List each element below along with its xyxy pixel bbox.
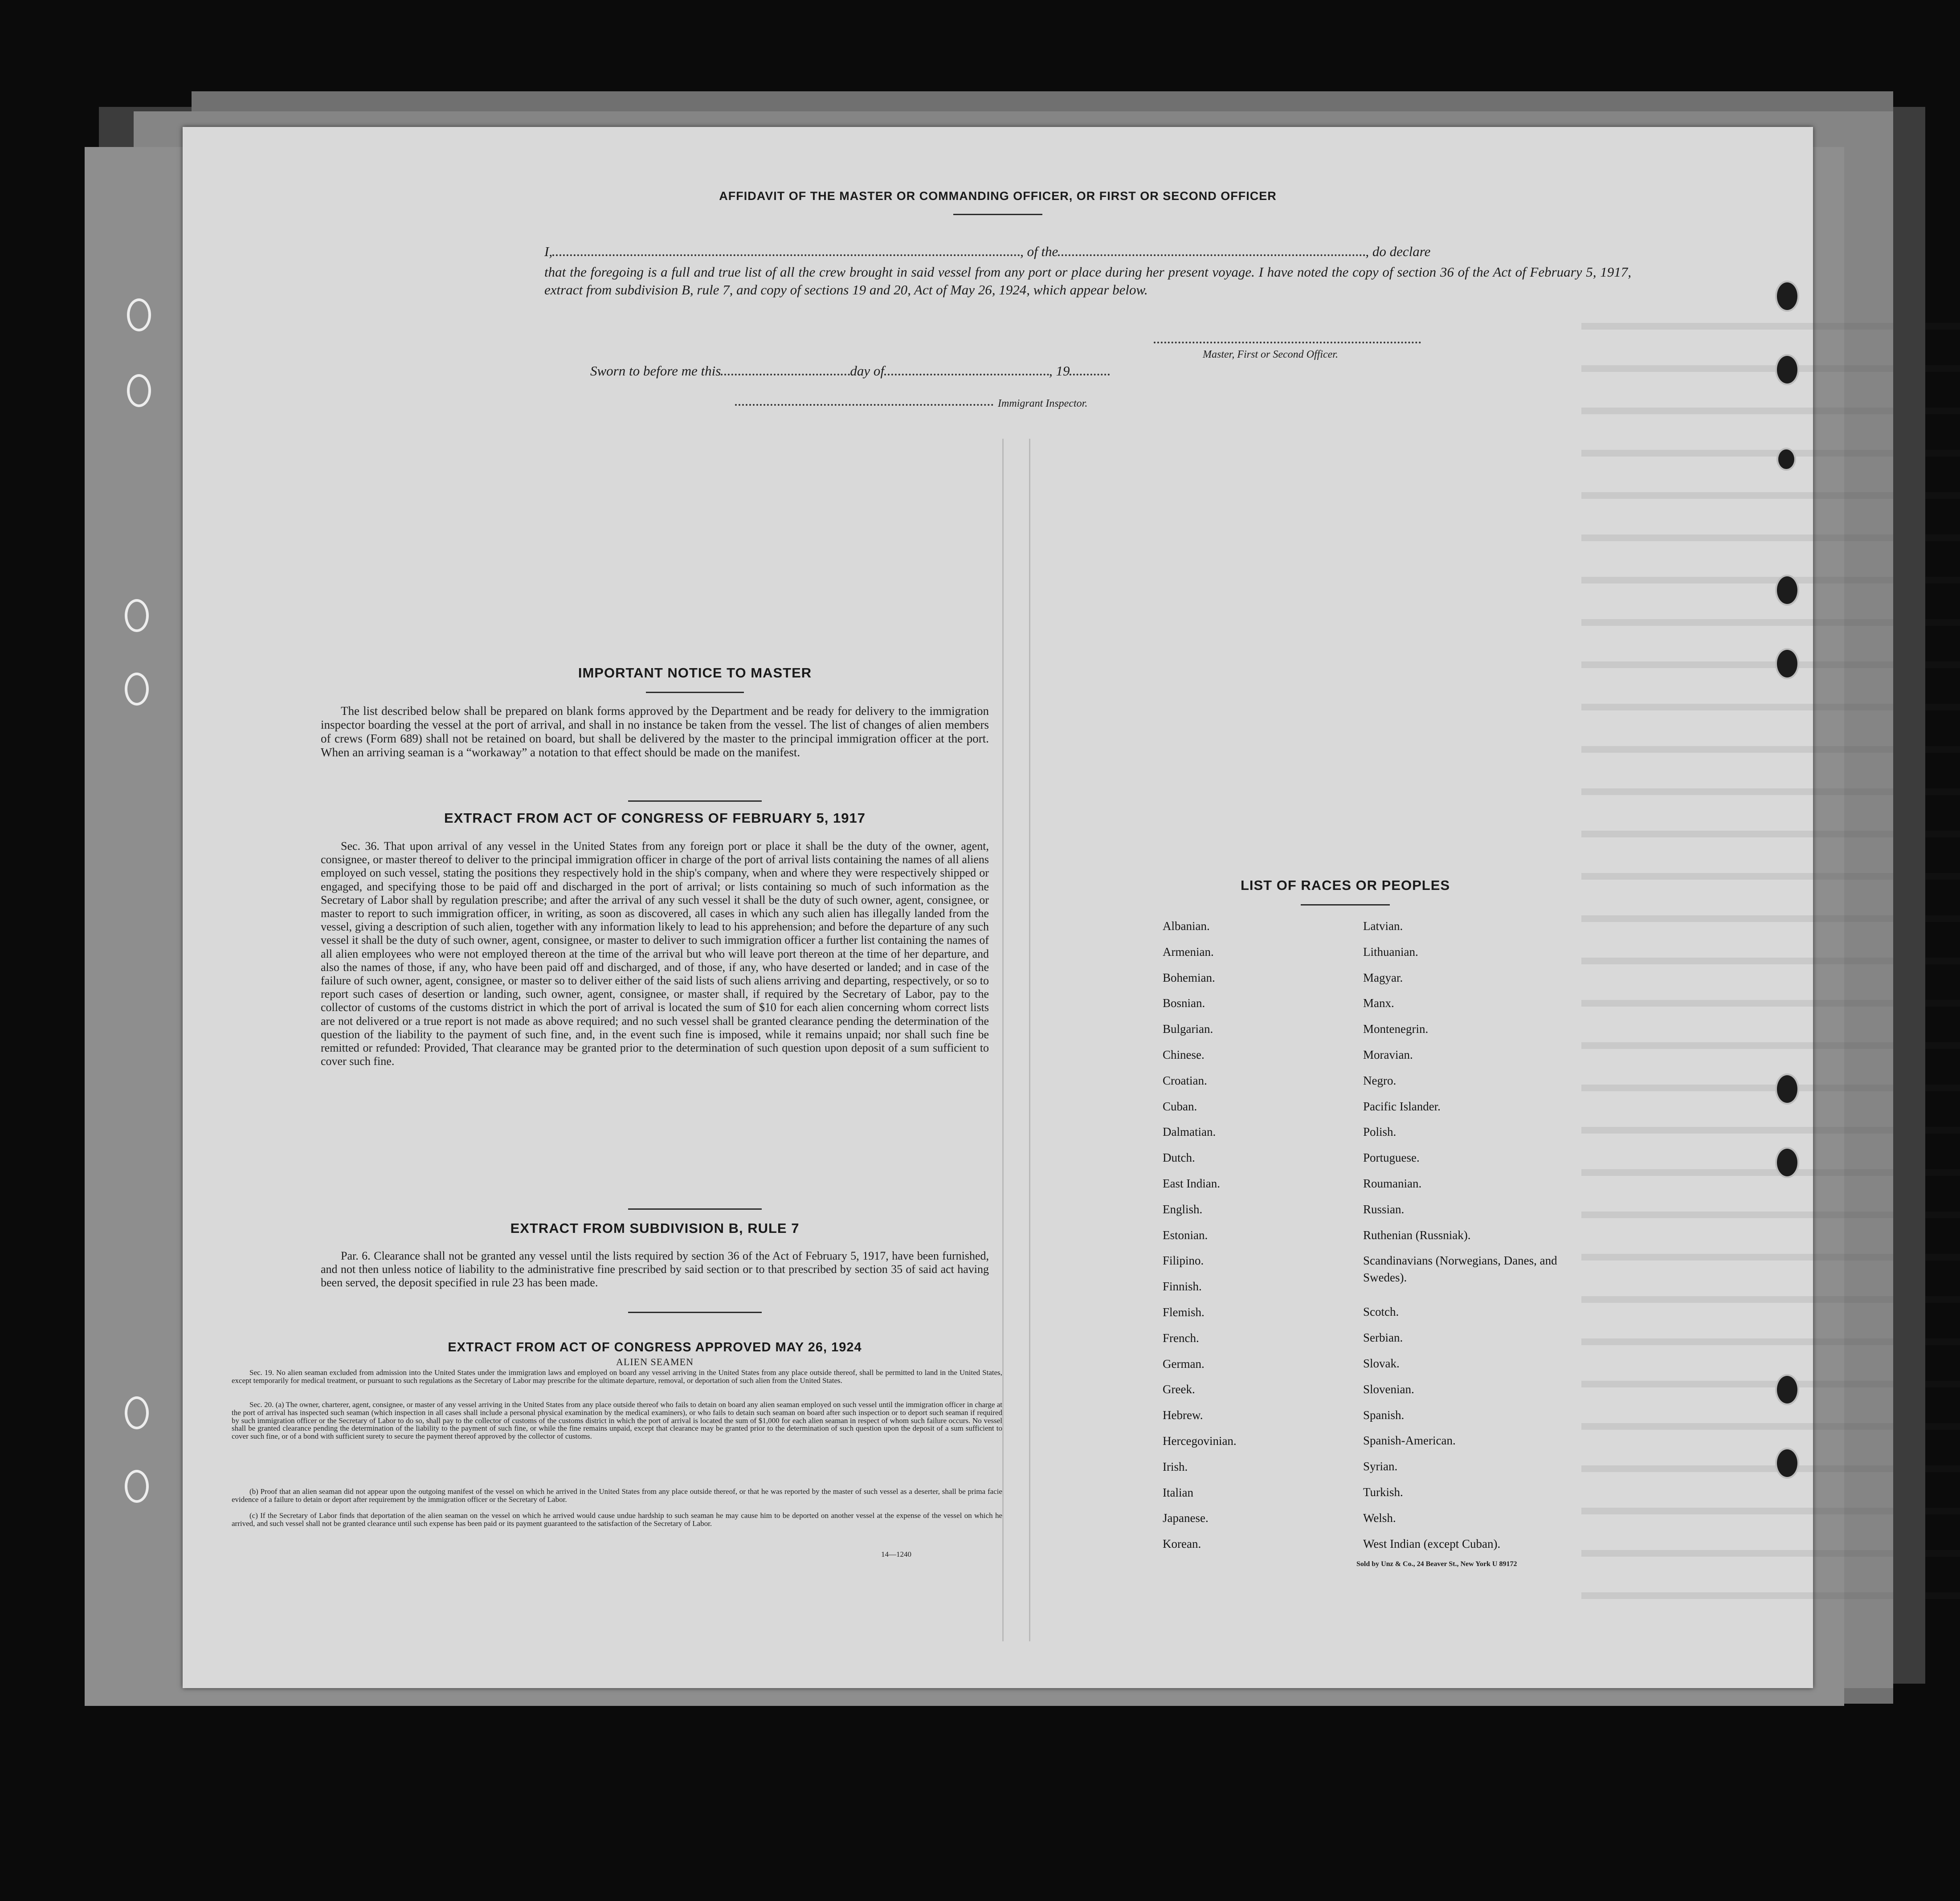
race-item: Japanese.: [1163, 1511, 1209, 1525]
punch-hole: [1775, 354, 1799, 385]
race-item: Dalmatian.: [1163, 1125, 1216, 1139]
extract-1924-sec20c: (c) If the Secretary of Labor finds that deportation of the alien seaman on the vessel on which he arrived would cause undue hardship to such seaman he may cause him to be deported on another vessel at the expense of the vessel on which he arrived, and such vessel shall not be granted clearance until such expense has been paid or its payment guaranteed to the satisfaction of the Secretary of Labor.: [232, 1511, 1002, 1528]
notice-body: The list described below shall be prepared on blank forms approved by the Department and be ready for delivery to the immigration inspector boarding the vessel at the port of arrival, and shall in no instance be taken from the vessel. The list of changes of alien members of crews (Form 689) shall not be retained on board, but shall be delivered by the master to the principal immigration officer at the port. When an arriving seaman is a “workaway” a notation to that effect should be made on the manifest.: [321, 704, 989, 759]
affidavit-body: that the foregoing is a full and true list of all the crew brought in said vessel from any port or place during her present voyage. I have noted the copy of section 36 of the Act of February 5, 1917, extract from subdivision B, rule 7, and copy of sections 19 and 20, Act of May 26, 1924, which appear below.: [544, 264, 1631, 298]
race-item: Cuban.: [1163, 1099, 1197, 1113]
master-signature-caption: Master, First or Second Officer.: [1203, 349, 1338, 360]
extract-1917-body: Sec. 36. That upon arrival of any vessel in the United States from any foreign port or place it shall be the duty of the owner, agent, consignee, or master thereof to deliver to the principal immigration officer in charge of the port of arrival lists containing the names of all aliens employed on such vessel, stating the positions they respectively hold in the ship's company, when and where they were respectively shipped or engaged, and specifying those to be paid off and discharged in the port of arrival; or lists containing so much of such information as the Secretary of Labor shall by regulation prescribe; and after the arrival of any such vessel it shall be the duty of such owner, agent, consignee, or master to report to such immigration officer, in writing, as soon as discovered, all cases in which any such alien has illegally landed from the vessel, giving a description of such alien, together with any information likely to lead to his apprehension; and before the departure of any such vessel it shall be the duty of such owner, agent, consignee, or master to deliver to such immigration officer a further list containing the names of all alien employees who were not employed thereon at the time of the arrival but who will leave port thereon at the time of her departure, and also the names of those, if any, who have been paid off and discharged, and of those, if any, who have deserted or landed; and in case of the failure of such owner, agent, consignee, or master so to deliver either of the said lists of such aliens arriving and departing, respectively, or so to report such cases of desertion or landing, such owner, agent, consignee, or master shall, if required by the Secretary of Labor, pay to the collector of customs of the customs district in which the port of arrival is located the sum of $10 for each alien concerning whom correct lists are not delivered or a true report is not made as above required; and no such vessel shall be granted clearance pending the determination of the question of the liability to the payment of such fine, and, in the event such fine is imposed, while it remains unpaid; nor shall such fine be remitted or refunded: Provided, That clearance may be granted prior to the determination of such question upon deposit of a sum sufficient to cover such fine.: [321, 840, 989, 1068]
master-signature-line[interactable]: [1154, 342, 1421, 343]
seller-note: Sold by Unz & Co., 24 Beaver St., New York U 89172: [1356, 1560, 1517, 1568]
title-rule: [953, 214, 1042, 215]
punch-hole: [1775, 281, 1799, 312]
punch-hole: [1776, 448, 1796, 471]
race-item: Syrian.: [1363, 1460, 1398, 1473]
i-label: I,: [544, 244, 553, 259]
race-item: Serbian.: [1363, 1331, 1403, 1345]
race-item: East Indian.: [1163, 1176, 1220, 1190]
section-rule: [628, 1208, 762, 1210]
do-declare-label: , do declare: [1365, 244, 1431, 259]
notice-rule: [646, 692, 744, 693]
race-item: Dutch.: [1163, 1151, 1195, 1165]
race-item: Roumanian.: [1363, 1176, 1422, 1190]
punch-hole: [127, 374, 151, 407]
race-item: Irish.: [1163, 1460, 1188, 1473]
race-item: Ruthenian (Russniak).: [1363, 1228, 1471, 1242]
race-item: Pacific Islander.: [1363, 1099, 1441, 1113]
race-item: Albanian.: [1163, 919, 1210, 933]
race-item: Flemish.: [1163, 1305, 1205, 1319]
punch-hole: [1775, 1147, 1799, 1178]
race-item: Scandinavians (Norwegians, Danes, and Swedes).: [1363, 1254, 1557, 1285]
punch-hole: [1775, 1374, 1799, 1405]
punch-hole: [125, 673, 149, 706]
race-item: Korean.: [1163, 1537, 1201, 1551]
race-item: Bulgarian.: [1163, 1022, 1213, 1036]
race-item: Bosnian.: [1163, 996, 1205, 1010]
race-item: Manx.: [1363, 996, 1394, 1010]
race-item: English.: [1163, 1202, 1203, 1216]
bleed-through-text: [1581, 287, 1960, 1624]
day-blank[interactable]: [721, 374, 850, 375]
race-item: Scotch.: [1363, 1305, 1399, 1319]
race-item: Magyar.: [1363, 971, 1403, 984]
race-item: Moravian.: [1363, 1048, 1413, 1061]
race-item: Armenian.: [1163, 945, 1214, 959]
year-label: , 19: [1049, 363, 1070, 379]
fold-line: [1029, 439, 1030, 1641]
race-item: Slovak.: [1363, 1356, 1400, 1370]
inspector-signature-caption: Immigrant Inspector.: [998, 398, 1088, 409]
race-item: Hercegovinian.: [1163, 1434, 1237, 1448]
of-the-label: , of the: [1020, 244, 1058, 259]
fold-line: [1002, 439, 1004, 1641]
race-item: Greek.: [1163, 1383, 1195, 1396]
punch-hole: [1775, 648, 1799, 679]
name-blank[interactable]: [552, 254, 1020, 256]
vessel-blank[interactable]: [1058, 254, 1365, 256]
race-item: Filipino.: [1163, 1254, 1204, 1268]
punch-hole: [1775, 1448, 1799, 1479]
notice-title: IMPORTANT NOTICE TO MASTER: [578, 665, 812, 681]
extract-rule7-title: EXTRACT FROM SUBDIVISION B, RULE 7: [510, 1220, 800, 1236]
sworn-label: Sworn to before me this: [590, 363, 721, 379]
race-item: Spanish-American.: [1363, 1434, 1456, 1448]
race-item: Welsh.: [1363, 1511, 1396, 1525]
race-item: Negro.: [1363, 1073, 1396, 1087]
race-item: Estonian.: [1163, 1228, 1208, 1242]
race-item: Montenegrin.: [1363, 1022, 1429, 1036]
extract-1924-sec20b: (b) Proof that an alien seaman did not appear upon the outgoing manifest of the vessel on which he arrived in the United States from any place outside thereof, or that he was reported by the master of such vessel as a deserter, shall be prima facie evidence of a failure to detain or deport after requirement by the immigration officer or the Secretary of Labor.: [232, 1487, 1002, 1504]
declaration-line: [544, 244, 1631, 260]
race-item: Turkish.: [1363, 1485, 1403, 1499]
race-item: Spanish.: [1363, 1408, 1405, 1422]
year-blank[interactable]: [1070, 374, 1110, 375]
race-item: West Indian (except Cuban).: [1363, 1537, 1501, 1550]
punch-hole: [125, 1396, 149, 1429]
extract-rule7-body: Par. 6. Clearance shall not be granted any vessel until the lists required by section 36 of the Act of February 5, 1917, have been furnished, and not then unless notice of liability to the administrative fine prescribed by said section or to that prescribed by section 35 of said act having been served, the deposit specified in rule 23 has been made.: [321, 1249, 989, 1289]
race-item: Hebrew.: [1163, 1408, 1203, 1422]
race-item: Portuguese.: [1363, 1151, 1420, 1165]
extract-1924-subtitle: ALIEN SEAMEN: [616, 1356, 694, 1367]
race-item: French.: [1163, 1331, 1199, 1345]
race-item: Chinese.: [1163, 1048, 1205, 1061]
sworn-line: [590, 363, 1110, 379]
month-blank[interactable]: [884, 374, 1049, 375]
extract-1924-sec20a: Sec. 20. (a) The owner, charterer, agent, consignee, or master of any vessel arriving in the United States from any place outside thereof who fails to detain on board any alien seaman employed on such vessel until the immigration officer in charge at the port of arrival has inspected such seaman (which inspection in all cases shall include a personal physical examination by the medical examiners), or who fails to detain such seaman on board after such inspection or to deport such seaman if required by such immigration officer or the Secretary of Labor to do so, shall pay to the collector of customs of the customs district in which the port of arrival is located the sum of $1,000 for each alien seaman in respect of whom such failure occurs. No vessel shall be granted clearance pending the determination of the liability to the payment of such fine, or while the fine remains unpaid, except that clearance may be granted prior to the determination of such question upon the deposit of a sum sufficient to cover such fine, or of a bond with sufficient surety to secure the payment thereof approved by the collector of customs.: [232, 1400, 1002, 1441]
race-item: Russian.: [1363, 1202, 1405, 1216]
race-item: German.: [1163, 1357, 1205, 1371]
form-number: 14—1240: [881, 1550, 911, 1558]
punch-hole: [125, 599, 149, 632]
races-right-column: [1363, 918, 1568, 1561]
punch-hole: [125, 1470, 149, 1503]
extract-1924-sec19: Sec. 19. No alien seaman excluded from admission into the United States under the immigration laws and employed on board any vessel arriving in the United States from any place outside thereof, shall be permitted to land in the United States, except temporarily for medical treatment, or pursuant to such regulations as the Secretary of Labor may prescribe for the ultimate departure, removal, or deportation of such alien from the United States.: [232, 1368, 1002, 1385]
punch-hole: [1775, 575, 1799, 606]
affidavit-page: [183, 127, 1813, 1688]
race-item: Lithuanian.: [1363, 945, 1418, 959]
race-item: Finnish.: [1163, 1280, 1202, 1293]
races-left-column: [1163, 918, 1350, 1561]
races-title: LIST OF RACES OR PEOPLES: [1240, 877, 1450, 893]
section-rule: [628, 1312, 762, 1313]
punch-hole: [127, 298, 151, 331]
day-of-label: day of: [850, 363, 884, 379]
punch-hole: [1775, 1073, 1799, 1105]
race-item: Latvian.: [1363, 919, 1403, 933]
section-rule: [628, 800, 762, 802]
race-item: Croatian.: [1163, 1073, 1207, 1087]
race-item: Bohemian.: [1163, 971, 1215, 984]
races-rule: [1301, 904, 1390, 906]
inspector-signature-line[interactable]: [735, 404, 993, 406]
race-item: Polish.: [1363, 1125, 1396, 1139]
extract-1924-title: EXTRACT FROM ACT OF CONGRESS APPROVED MAY 26, 1924: [448, 1340, 862, 1354]
race-item: Slovenian.: [1363, 1382, 1414, 1396]
affidavit-title: AFFIDAVIT OF THE MASTER OR COMMANDING OFFICER, OR FIRST OR SECOND OFFICER: [719, 189, 1277, 203]
race-item: Italian: [1163, 1485, 1193, 1499]
extract-1917-title: EXTRACT FROM ACT OF CONGRESS OF FEBRUARY 5, 1917: [444, 810, 866, 826]
